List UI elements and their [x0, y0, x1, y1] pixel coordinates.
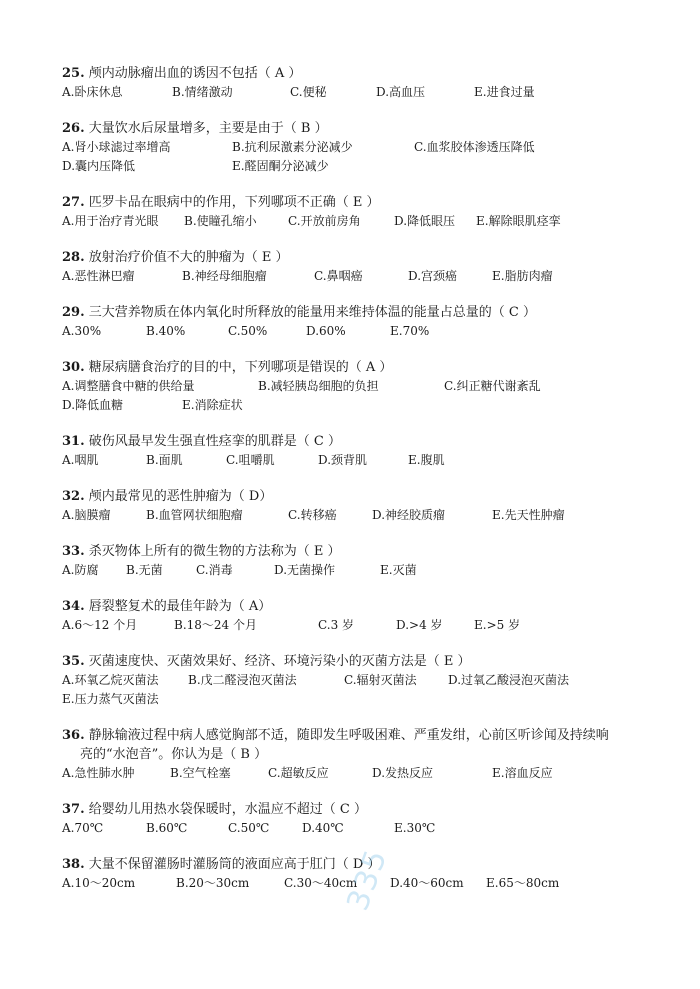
- option-b: B.无菌: [126, 563, 163, 577]
- question-stem: [62, 597, 662, 616]
- options-line: [62, 616, 662, 635]
- question-text: 静脉输液过程中病人感觉胸部不适，随即发生呼吸困难、严重发绀，心前区听诊闻及持续响: [88, 728, 609, 743]
- options-line: [62, 267, 662, 286]
- question-29: [62, 303, 662, 341]
- question-stem: [62, 64, 662, 83]
- question-stem: [62, 119, 662, 138]
- question-text: 颅内动脉瘤出血的诱因不包括（ A ）: [88, 66, 302, 81]
- options-line: [62, 157, 662, 176]
- option-d: D.无菌操作: [274, 563, 336, 577]
- option-e: E.先天性肿瘤: [492, 508, 565, 522]
- option-e: E.醛固酮分泌减少: [232, 159, 329, 173]
- option-c: C.便秘: [290, 85, 327, 99]
- options-line: [62, 212, 662, 231]
- question-28: [62, 248, 662, 286]
- question-text: 大量饮水后尿量增多，主要是由于（ B ）: [88, 121, 328, 136]
- option-b: B.戊二醛浸泡灭菌法: [188, 673, 297, 687]
- option-a: A.急性肺水肿: [62, 766, 135, 780]
- question-text: 大量不保留灌肠时灌肠筒的液面应高于肛门（ D ）: [88, 857, 381, 872]
- option-d: D.40～60cm: [390, 876, 464, 890]
- option-b: B.抗利尿激素分泌减少: [232, 140, 353, 154]
- options-line: [62, 396, 662, 415]
- question-35: [62, 652, 662, 709]
- option-e: E.进食过量: [474, 85, 535, 99]
- question-number: 33.: [62, 544, 85, 559]
- option-d: D.神经胶质瘤: [372, 508, 446, 522]
- question-26: [62, 119, 662, 176]
- option-e: E.灭菌: [380, 563, 417, 577]
- option-e: E.解除眼肌痉挛: [476, 214, 561, 228]
- options-line: [62, 561, 662, 580]
- option-b: B.面肌: [146, 453, 183, 467]
- option-c: C.纠正糖代谢紊乱: [444, 379, 541, 393]
- option-c: C.辐射灭菌法: [344, 673, 417, 687]
- option-d: D.降低血糖: [62, 398, 124, 412]
- option-a: A.环氧乙烷灭菌法: [62, 673, 159, 687]
- question-stem: [62, 800, 662, 819]
- question-stem: [62, 542, 662, 561]
- option-a: A.用于治疗青光眼: [62, 214, 159, 228]
- option-d: D.宫颈癌: [408, 269, 458, 283]
- option-b: B.血管网状细胞瘤: [146, 508, 243, 522]
- question-text: 给婴幼儿用热水袋保暖时，水温应不超过（ C ）: [88, 802, 367, 817]
- option-d: D.过氧乙酸浸泡灭菌法: [448, 673, 570, 687]
- options-line: [62, 671, 662, 690]
- option-b: B.使瞳孔缩小: [184, 214, 257, 228]
- option-e: E.压力蒸气灭菌法: [62, 692, 159, 706]
- options-line: [62, 819, 662, 838]
- option-e: E.消除症状: [182, 398, 243, 412]
- option-e: E.30℃: [394, 821, 436, 835]
- question-text: 颅内最常见的恶性肿瘤为（ D）: [88, 489, 273, 504]
- question-number: 27.: [62, 195, 85, 210]
- question-32: [62, 487, 662, 525]
- option-b: B.40%: [146, 324, 186, 338]
- question-stem: [62, 432, 662, 451]
- question-number: 38.: [62, 857, 85, 872]
- question-number: 25.: [62, 66, 85, 81]
- options-line: [62, 83, 662, 102]
- options-line: [62, 322, 662, 341]
- question-text: 杀灭物体上所有的微生物的方法称为（ E ）: [88, 544, 341, 559]
- option-a: A.脑膜瘤: [62, 508, 111, 522]
- option-d: D.>4 岁: [396, 618, 443, 632]
- options-line: [62, 451, 662, 470]
- question-text: 糖尿病膳食治疗的目的中，下列哪项是错误的（ A ）: [88, 360, 393, 375]
- question-stem: [62, 487, 662, 506]
- question-text: 放射治疗价值不大的肿瘤为（ E ）: [88, 250, 289, 265]
- question-number: 29.: [62, 305, 85, 320]
- option-c: C.50%: [228, 324, 268, 338]
- option-b: B.情绪激动: [172, 85, 233, 99]
- option-d: D.60%: [306, 324, 346, 338]
- option-b: B.18～24 个月: [174, 618, 257, 632]
- question-stem: [62, 193, 662, 212]
- question-number: 35.: [62, 654, 85, 669]
- question-number: 30.: [62, 360, 85, 375]
- option-c: C.转移癌: [288, 508, 337, 522]
- option-d: D.发热反应: [372, 766, 434, 780]
- option-a: A.30%: [62, 324, 102, 338]
- option-b: B.减轻胰岛细胞的负担: [258, 379, 379, 393]
- option-b: B.空气栓塞: [170, 766, 231, 780]
- option-c: C.消毒: [196, 563, 233, 577]
- question-stem: [62, 726, 662, 745]
- options-line: [62, 138, 662, 157]
- option-a: A.咽肌: [62, 453, 99, 467]
- option-e: E.腹肌: [408, 453, 445, 467]
- option-d: D.囊内压降低: [62, 159, 136, 173]
- option-d: D.40℃: [302, 821, 344, 835]
- option-c: C.鼻咽癌: [314, 269, 363, 283]
- option-a: A.调整膳食中糖的供给量: [62, 379, 195, 393]
- option-e: E.>5 岁: [474, 618, 521, 632]
- question-text: 三大营养物质在体内氧化时所释放的能量用来维持体温的能量占总量的（ C ）: [88, 305, 536, 320]
- question-number: 34.: [62, 599, 85, 614]
- option-e: E.脂肪肉瘤: [492, 269, 553, 283]
- question-36: [62, 726, 662, 783]
- option-c: C.开放前房角: [288, 214, 361, 228]
- question-number: 32.: [62, 489, 85, 504]
- question-34: [62, 597, 662, 635]
- options-line: [62, 764, 662, 783]
- question-25: [62, 64, 662, 102]
- question-stem: [62, 358, 662, 377]
- question-30: [62, 358, 662, 415]
- question-number: 28.: [62, 250, 85, 265]
- option-c: C.超敏反应: [268, 766, 329, 780]
- option-a: A.6～12 个月: [62, 618, 138, 632]
- document-page: [62, 64, 662, 910]
- option-a: A.肾小球滤过率增高: [62, 140, 171, 154]
- watermark: 335: [340, 843, 395, 916]
- option-a: A.卧床休息: [62, 85, 123, 99]
- question-text: 灭菌速度快、灭菌效果好、经济、环境污染小的灭菌方法是（ E ）: [88, 654, 471, 669]
- question-text-continued: 亮的“水泡音”。你认为是（ B ）: [80, 747, 268, 762]
- option-c: C.3 岁: [318, 618, 355, 632]
- option-e: E.70%: [390, 324, 430, 338]
- option-d: D.高血压: [376, 85, 426, 99]
- question-stem: [62, 248, 662, 267]
- question-37: [62, 800, 662, 838]
- question-number: 26.: [62, 121, 85, 136]
- option-e: E.65～80cm: [486, 876, 560, 890]
- option-a: A.70℃: [62, 821, 104, 835]
- question-number: 31.: [62, 434, 85, 449]
- option-d: D.降低眼压: [394, 214, 456, 228]
- question-27: [62, 193, 662, 231]
- option-d: D.颈背肌: [318, 453, 368, 467]
- option-c: C.血浆胶体渗透压降低: [414, 140, 535, 154]
- option-a: A.防腐: [62, 563, 99, 577]
- question-number: 36.: [62, 728, 85, 743]
- question-31: [62, 432, 662, 470]
- option-e: E.溶血反应: [492, 766, 553, 780]
- option-c: C.咀嚼肌: [226, 453, 275, 467]
- question-text: 破伤风最早发生强直性痉挛的肌群是（ C ）: [88, 434, 341, 449]
- question-stem: [62, 303, 662, 322]
- options-line: [62, 690, 662, 709]
- option-a: A.10～20cm: [62, 876, 136, 890]
- question-33: [62, 542, 662, 580]
- question-stem: [62, 652, 662, 671]
- question-text: 唇裂整复术的最佳年龄为（ A）: [88, 599, 272, 614]
- option-a: A.恶性淋巴瘤: [62, 269, 135, 283]
- option-c: C.50℃: [228, 821, 270, 835]
- question-text: 匹罗卡品在眼病中的作用，下列哪项不正确（ E ）: [88, 195, 380, 210]
- option-b: B.神经母细胞瘤: [182, 269, 267, 283]
- option-b: B.20～30cm: [176, 876, 250, 890]
- option-b: B.60℃: [146, 821, 188, 835]
- options-line: [62, 377, 662, 396]
- question-number: 37.: [62, 802, 85, 817]
- options-line: [62, 506, 662, 525]
- option-c: C.30～40cm: [284, 876, 358, 890]
